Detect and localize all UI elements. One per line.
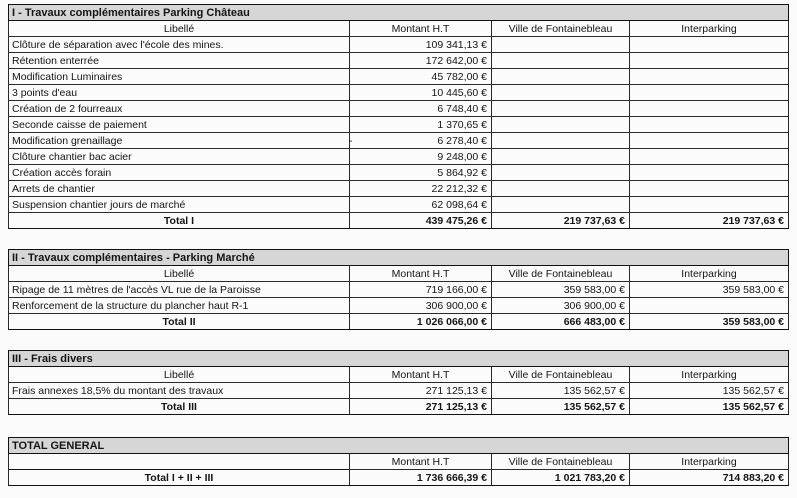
- row-interparking: [630, 149, 789, 165]
- header-ville: Ville de Fontainebleau: [492, 21, 630, 37]
- row-ville: 135 562,57 €: [492, 383, 630, 399]
- row-label: Rétention enterrée: [9, 53, 350, 69]
- row-montant: 9 248,00 €: [350, 149, 492, 165]
- section-1-table: [8, 4, 789, 229]
- header-montant: Montant H.T: [350, 367, 492, 383]
- header-montant: Montant H.T: [350, 454, 492, 470]
- row-montant: 109 341,13 €: [350, 37, 492, 53]
- section-3: [8, 350, 789, 415]
- header-interparking: Interparking: [630, 454, 789, 470]
- row-interparking: [630, 53, 789, 69]
- total-3-interparking: 135 562,57 €: [630, 399, 789, 415]
- table-row: [9, 85, 789, 101]
- total-general-label: Total I + II + III: [9, 470, 350, 486]
- row-label: Clôture chantier bac acier: [9, 149, 350, 165]
- total-general-montant: 1 736 666,39 €: [350, 470, 492, 486]
- total-1-label: Total I: [9, 213, 350, 229]
- header-ville: Ville de Fontainebleau: [492, 367, 630, 383]
- row-interparking: [630, 37, 789, 53]
- table-row: [9, 383, 789, 399]
- table-row: [9, 181, 789, 197]
- row-label: Frais annexes 18,5% du montant des travaux: [9, 383, 350, 399]
- row-ville: [492, 53, 630, 69]
- header-interparking: Interparking: [630, 21, 789, 37]
- total-3-ville: 135 562,57 €: [492, 399, 630, 415]
- total-general-title: TOTAL GENERAL: [9, 438, 789, 454]
- row-interparking: [630, 181, 789, 197]
- section-2-title: II - Travaux complémentaires - Parking Marché: [9, 250, 789, 266]
- table-row: [9, 133, 789, 149]
- row-montant: 62 098,64 €: [350, 197, 492, 213]
- section-2: [8, 249, 789, 330]
- row-interparking: [630, 117, 789, 133]
- row-ville: [492, 181, 630, 197]
- total-general-ville: 1 021 783,20 €: [492, 470, 630, 486]
- row-montant: 306 900,00 €: [350, 298, 492, 314]
- row-label: Arrets de chantier: [9, 181, 350, 197]
- table-row: [9, 149, 789, 165]
- total-general-table: [8, 437, 789, 486]
- total-3-montant: 271 125,13 €: [350, 399, 492, 415]
- row-montant: [350, 133, 492, 149]
- row-montant: 719 166,00 €: [350, 282, 492, 298]
- row-interparking: [630, 133, 789, 149]
- row-label: Renforcement de la structure du plancher haut R-1: [9, 298, 350, 314]
- total-2-interparking: 359 583,00 €: [630, 314, 789, 330]
- total-2-montant: 1 026 066,00 €: [350, 314, 492, 330]
- row-label: Suspension chantier jours de marché: [9, 197, 350, 213]
- row-ville: [492, 165, 630, 181]
- table-row: [9, 298, 789, 314]
- total-3-label: Total III: [9, 399, 350, 415]
- header-interparking: Interparking: [630, 367, 789, 383]
- row-label: Ripage de 11 mètres de l'accès VL rue de la Paroisse: [9, 282, 350, 298]
- section-3-title: III - Frais divers: [9, 351, 789, 367]
- row-ville: 359 583,00 €: [492, 282, 630, 298]
- row-interparking: [630, 101, 789, 117]
- total-1-montant: 439 475,26 €: [350, 213, 492, 229]
- row-montant: 1 370,65 €: [350, 117, 492, 133]
- header-libelle: Libellé: [9, 21, 350, 37]
- section-1-title: I - Travaux complémentaires Parking Château: [9, 5, 789, 21]
- row-montant: 271 125,13 €: [350, 383, 492, 399]
- row-ville: [492, 37, 630, 53]
- total-2-label: Total II: [9, 314, 350, 330]
- total-general-interparking: 714 883,20 €: [630, 470, 789, 486]
- table-row: [9, 37, 789, 53]
- row-ville: [492, 133, 630, 149]
- row-interparking: [630, 298, 789, 314]
- header-libelle: Libellé: [9, 367, 350, 383]
- row-montant: 22 212,32 €: [350, 181, 492, 197]
- row-label: Création accès forain: [9, 165, 350, 181]
- section-total-general: [8, 437, 789, 486]
- total-2-ville: 666 483,00 €: [492, 314, 630, 330]
- section-2-table: [8, 249, 789, 330]
- table-row: [9, 101, 789, 117]
- table-row: [9, 69, 789, 85]
- header-ville: Ville de Fontainebleau: [492, 454, 630, 470]
- header-libelle: Libellé: [9, 266, 350, 282]
- row-interparking: [630, 85, 789, 101]
- table-row: [9, 53, 789, 69]
- table-row: [9, 165, 789, 181]
- row-ville: [492, 69, 630, 85]
- row-label: Modification Luminaires: [9, 69, 350, 85]
- header-interparking: Interparking: [630, 266, 789, 282]
- row-ville: [492, 197, 630, 213]
- row-ville: [492, 101, 630, 117]
- row-montant: 172 642,00 €: [350, 53, 492, 69]
- row-ville: [492, 85, 630, 101]
- row-montant: 5 864,92 €: [350, 165, 492, 181]
- row-interparking: [630, 69, 789, 85]
- header-libelle-empty: [9, 454, 350, 470]
- row-ville: [492, 149, 630, 165]
- row-interparking: [630, 197, 789, 213]
- row-interparking: 135 562,57 €: [630, 383, 789, 399]
- row-label: Seconde caisse de paiement: [9, 117, 350, 133]
- row-montant: 6 748,40 €: [350, 101, 492, 117]
- row-label: Création de 2 fourreaux: [9, 101, 350, 117]
- row-ville: 306 900,00 €: [492, 298, 630, 314]
- header-montant: Montant H.T: [350, 266, 492, 282]
- row-label: Modification grenaillage: [9, 133, 350, 149]
- row-interparking: [630, 165, 789, 181]
- row-interparking: 359 583,00 €: [630, 282, 789, 298]
- table-row: [9, 282, 789, 298]
- row-montant: 10 445,60 €: [350, 85, 492, 101]
- row-label: 3 points d'eau: [9, 85, 350, 101]
- row-ville: [492, 117, 630, 133]
- table-row: [9, 197, 789, 213]
- table-row: [9, 117, 789, 133]
- section-3-table: [8, 350, 789, 415]
- section-1: [8, 4, 789, 229]
- total-1-ville: 219 737,63 €: [492, 213, 630, 229]
- row-label: Clôture de séparation avec l'école des mines.: [9, 37, 350, 53]
- row-montant: 45 782,00 €: [350, 69, 492, 85]
- header-montant: Montant H.T: [350, 21, 492, 37]
- total-1-interparking: 219 737,63 €: [630, 213, 789, 229]
- header-ville: Ville de Fontainebleau: [492, 266, 630, 282]
- row-mark: -: [349, 134, 353, 147]
- row-montant-value: 6 278,40 €: [437, 134, 487, 147]
